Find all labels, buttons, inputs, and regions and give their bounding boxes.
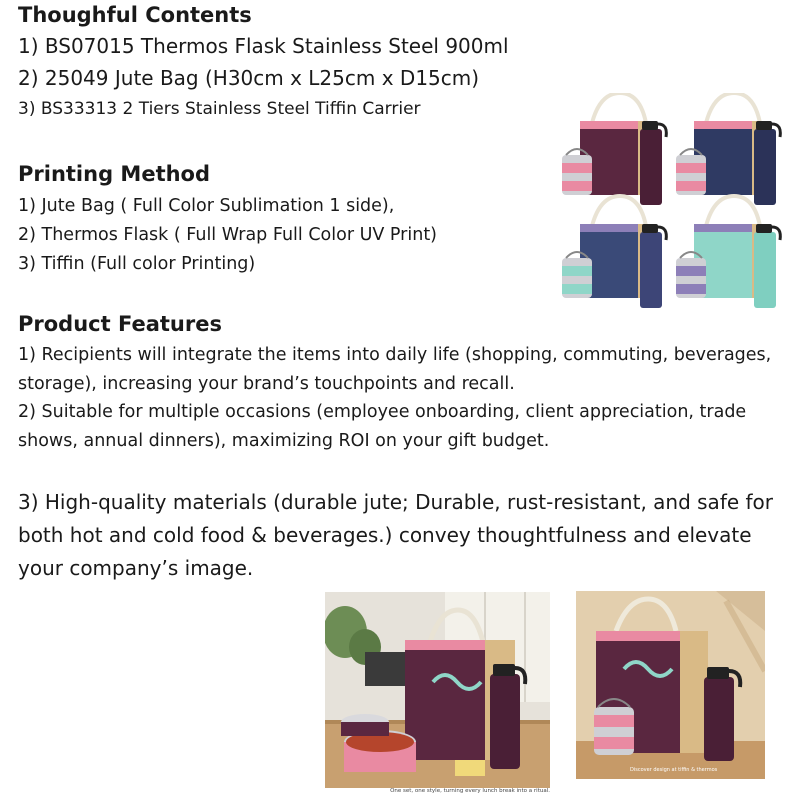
studio-caption: Discover design at tiffin & thermos [630,767,718,773]
features-item-1: 1) Recipients will integrate the items into daily life (shopping, commuting, beverages, storage), increasing your brand’s touchpoints and recall. [18,345,772,394]
features-heading: Product Features [18,312,222,336]
office-lifestyle-photo [325,592,550,788]
studio-product-photo [576,591,765,779]
contents-heading: Thoughful Contents [18,3,252,27]
contents-item-1: 1) BS07015 Thermos Flask Stainless Steel 900ml [18,34,509,58]
lifestyle-caption: One set, one style, turning every lunch break into a ritual. [390,788,550,794]
features-item-2: 2) Suitable for multiple occasions (employee onboarding, client appreciation, trade shows, annual dinners), maximizing ROI on your gift budget. [18,402,747,451]
printing-item-1: 1) Jute Bag ( Full Color Sublimation 1 side), [18,196,395,216]
contents-item-2: 2) 25049 Jute Bag (H30cm x L25cm x D15cm) [18,66,480,90]
product-variants-image [560,93,785,308]
printing-item-3: 3) Tiffin (Full color Printing) [18,254,256,274]
printing-item-2: 2) Thermos Flask ( Full Wrap Full Color UV Print) [18,225,438,245]
features-item-3: 3) High-quality materials (durable jute; Durable, rust-resistant, and safe for both hot and cold food & beverages.) convey thoughtfulness and elevate your company’s image. [18,490,774,580]
contents-item-3: 3) BS33313 2 Tiers Stainless Steel Tiffin Carrier [18,99,421,119]
printing-heading: Printing Method [18,162,211,186]
